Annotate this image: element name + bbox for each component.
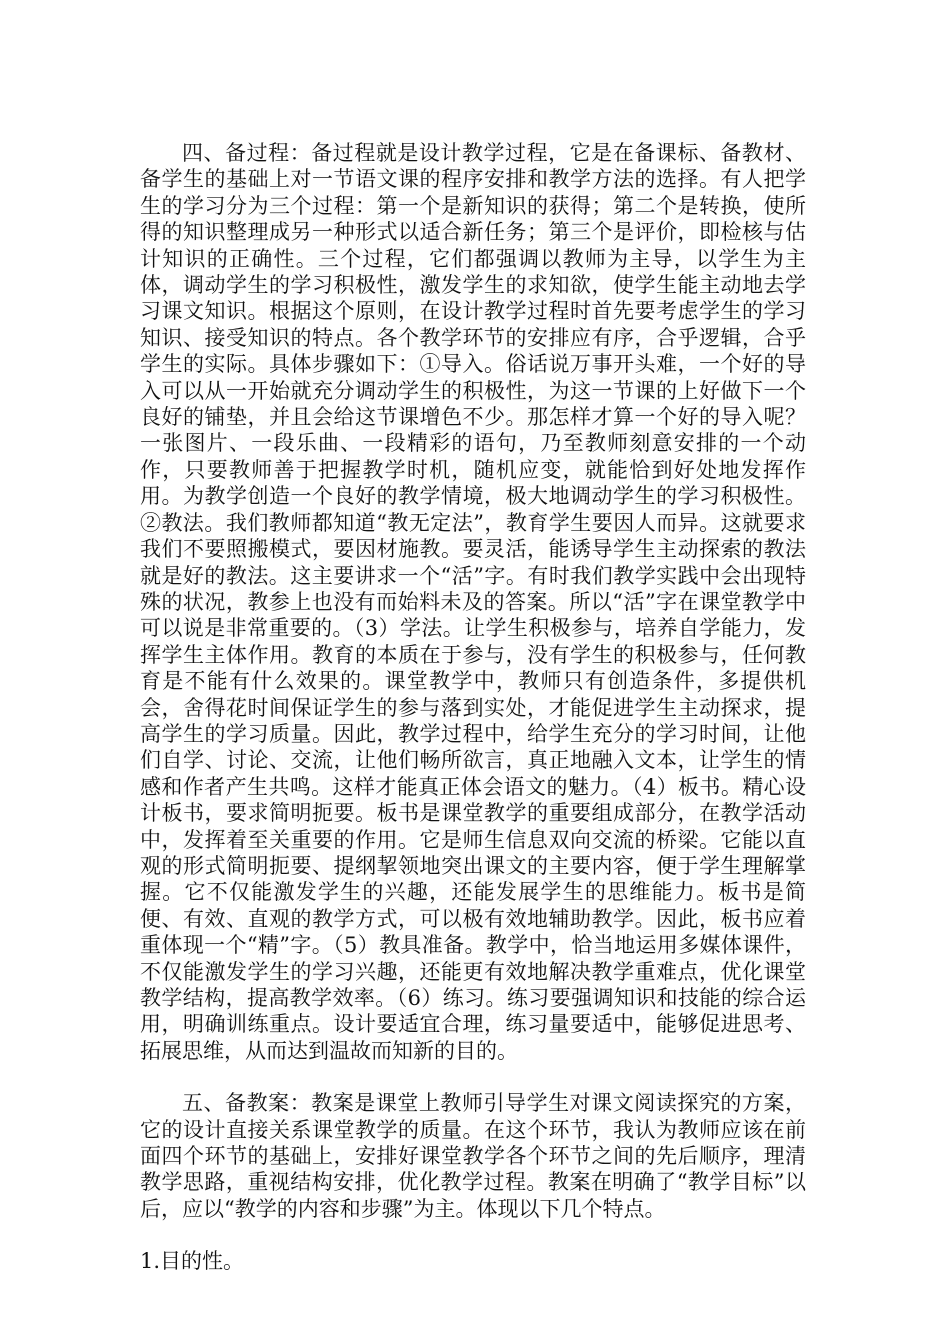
list-item-purpose: 1.目的性。 (140, 1249, 245, 1274)
paragraph-prepare-lesson-plan: 五、备教案：教案是课堂上教师引导学生对课文阅读探究的方案，它的设计直接关系课堂教学的质量。在这个环节，我认为教师应该在前面四个环节的基础上，安排好课堂教学各个环节之间的先后顺序，理清教学思路，重视结构安排，优化教学过程。教案在明确了“教学目标”以后，应以“教学的内容和步骤”为主。体现以下几个特点。 (140, 1091, 806, 1221)
paragraph-prepare-process: 四、备过程：备过程就是设计教学过程，它是在备课标、备教材、备学生的基础上对一节语文课的程序安排和教学方法的选择。有人把学生的学习分为三个过程：第一个是新知识的获得；第二个是转换，使所得的知识整理成另一种形式以适合新任务；第三个是评价，即检核与估计知识的正确性。三个过程，它们都强调以教师为主导，以学生为主体，调动学生的学习积极性，激发学生的求知欲，使学生能主动地去学习课文知识。根据这个原则，在设计教学过程时首先要考虑学生的学习知识、接受知识的特点。各个教学环节的安排应有序，合乎逻辑，合乎学生的实际。具体步骤如下：①导入。俗话说万事开头难，一个好的导入可以从一开始就充分调动学生的积极性，为这一节课的上好做下一个良好的铺垫，并且会给这节课增色不少。那怎样才算一个好的导入呢？一张图片、一段乐曲、一段精彩的语句，乃至教师刻意安排的一个动作，只要教师善于把握教学时机，随机应变，就能恰到好处地发挥作用。为教学创造一个良好的教学情境，极大地调动学生的学习积极性。②教法。我们教师都知道“教无定法”，教育学生要因人而异。这就要求我们不要照搬模式，要因材施教。要灵活，能诱导学生主动探索的教法就是好的教法。这主要讲求一个“活”字。有时我们教学实践中会出现特殊的状况，教参上也没有而始料未及的答案。所以“活”字在课堂教学中可以说是非常重要的。（3）学法。让学生积极参与，培养自学能力，发挥学生主体作用。教育的本质在于参与，没有学生的积极参与，任何教育是不能有什么效果的。课堂教学中，教师只有创造条件，多提供机会，舍得花时间保证学生的参与落到实处，才能促进学生主动探求，提高学生的学习质量。因此，教学过程中，给学生充分的学习时间，让他们自学、讨论、交流，让他们畅所欲言，真正地融入文本，让学生的情感和作者产生共鸣。这样才能真正体会语文的魅力。（4）板书。精心设计板书，要求简明扼要。板书是课堂教学的重要组成部分，在教学活动中，发挥着至关重要的作用。它是师生信息双向交流的桥梁。它能以直观的形式简明扼要、提纲挈领地突出课文的主要内容，便于学生理解掌握。它不仅能激发学生的兴趣，还能发展学生的思维能力。板书是简便、有效、直观的教学方式，可以极有效地辅助教学。因此，板书应着重体现一个“精”字。（5）教具准备。教学中，恰当地运用多媒体课件，不仅能激发学生的学习兴趣，还能更有效地解决教学重难点，优化课堂教学结构，提高教学效率。（6）练习。练习要强调知识和技能的综合运用，明确训练重点。设计要适宜合理，练习量要适中，能够促进思考、拓展思维，从而达到温故而知新的目的。 (140, 141, 806, 1063)
document-body (140, 140, 806, 1275)
